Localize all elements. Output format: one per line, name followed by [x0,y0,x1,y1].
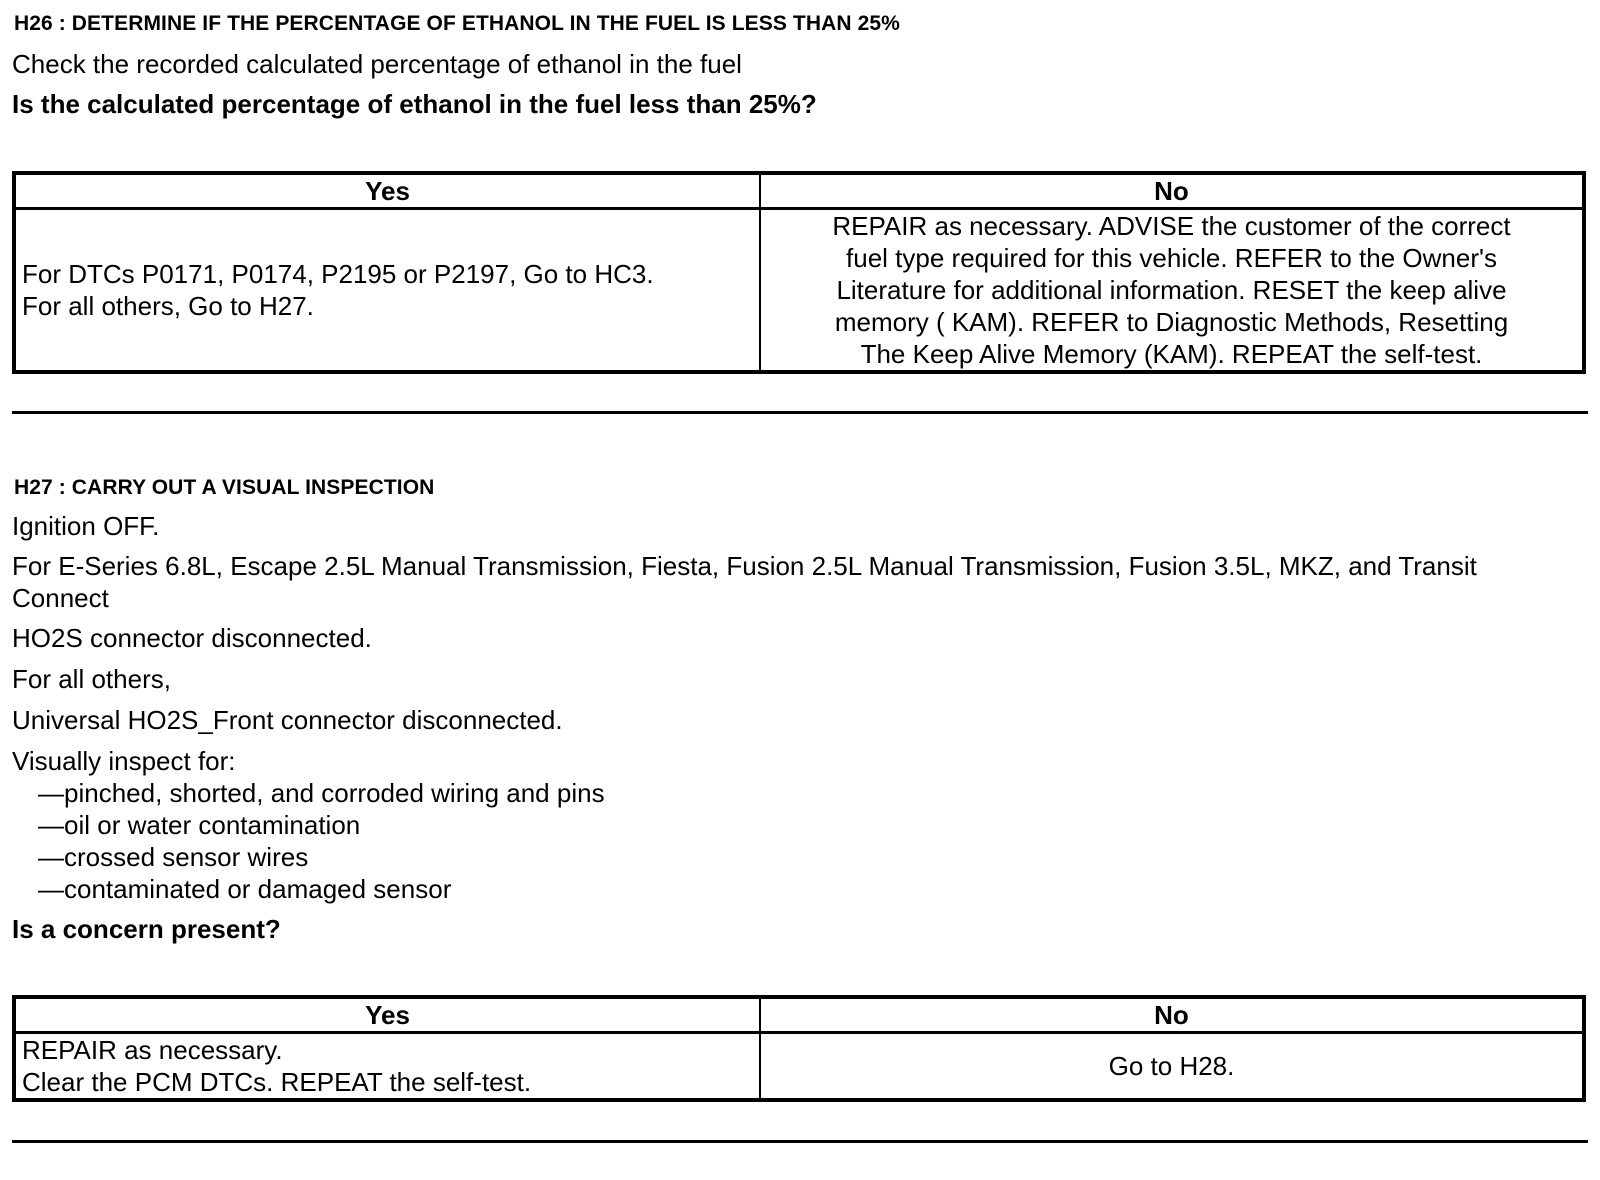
h27-line-others: For all others, [12,664,171,694]
h27-decision-table [12,995,1586,1102]
h27-yes-cell [14,1033,760,1101]
h26-decision-table [12,171,1586,374]
h26-no-header: No [760,173,1584,209]
h27-line-ho2s: HO2S connector disconnected. [12,623,372,653]
h26-no-line: REPAIR as necessary. ADVISE the customer of the correct [832,211,1511,241]
h27-question: Is a concern present? [12,914,281,944]
list-item: —crossed sensor wires [38,842,309,872]
h27-no-cell: Go to H28. [760,1033,1584,1101]
h26-yes-line: For DTCs P0171, P0174, P2195 or P2197, Go to HC3. [22,259,654,289]
h27-line-ignition: Ignition OFF. [12,511,160,541]
h26-yes-cell [14,209,760,373]
h27-title: H27 : CARRY OUT A VISUAL INSPECTION [14,476,435,499]
h27-yes-line: REPAIR as necessary. [22,1035,283,1065]
h26-no-cell [760,209,1584,373]
list-item: —contaminated or damaged sensor [38,874,452,904]
h27-line-vehicles: For E-Series 6.8L, Escape 2.5L Manual Transmission, Fiesta, Fusion 2.5L Manual Transmission, Fusion 3.5L, MKZ, and Transit Connect [12,551,1477,613]
h27-line-universal: Universal HO2S_Front connector disconnected. [12,705,563,735]
h26-yes-header: Yes [14,173,760,209]
h27-line-inspect: Visually inspect for: [12,746,236,776]
section-divider [12,1140,1588,1143]
h26-no-line: The Keep Alive Memory (KAM). REPEAT the self-test. [860,339,1483,369]
h26-title: H26 : DETERMINE IF THE PERCENTAGE OF ETHANOL IN THE FUEL IS LESS THAN 25% [14,12,900,35]
h27-yes-line: Clear the PCM DTCs. REPEAT the self-test. [22,1067,532,1097]
h26-instruction: Check the recorded calculated percentage of ethanol in the fuel [12,49,742,79]
h26-no-line: memory ( KAM). REFER to Diagnostic Methods, Resetting [834,307,1509,337]
list-item: —pinched, shorted, and corroded wiring and pins [38,778,605,808]
h27-yes-header: Yes [14,997,760,1033]
h27-no-header: No [760,997,1584,1033]
section-divider [12,411,1588,414]
h26-no-line: fuel type required for this vehicle. REFER to the Owner's [846,243,1497,273]
h26-question: Is the calculated percentage of ethanol in the fuel less than 25%? [12,89,817,119]
h26-yes-line: For all others, Go to H27. [22,291,314,321]
h26-no-line: Literature for additional information. RESET the keep alive [836,275,1507,305]
h27-inspection-list [38,777,605,905]
list-item: —oil or water contamination [38,810,361,840]
